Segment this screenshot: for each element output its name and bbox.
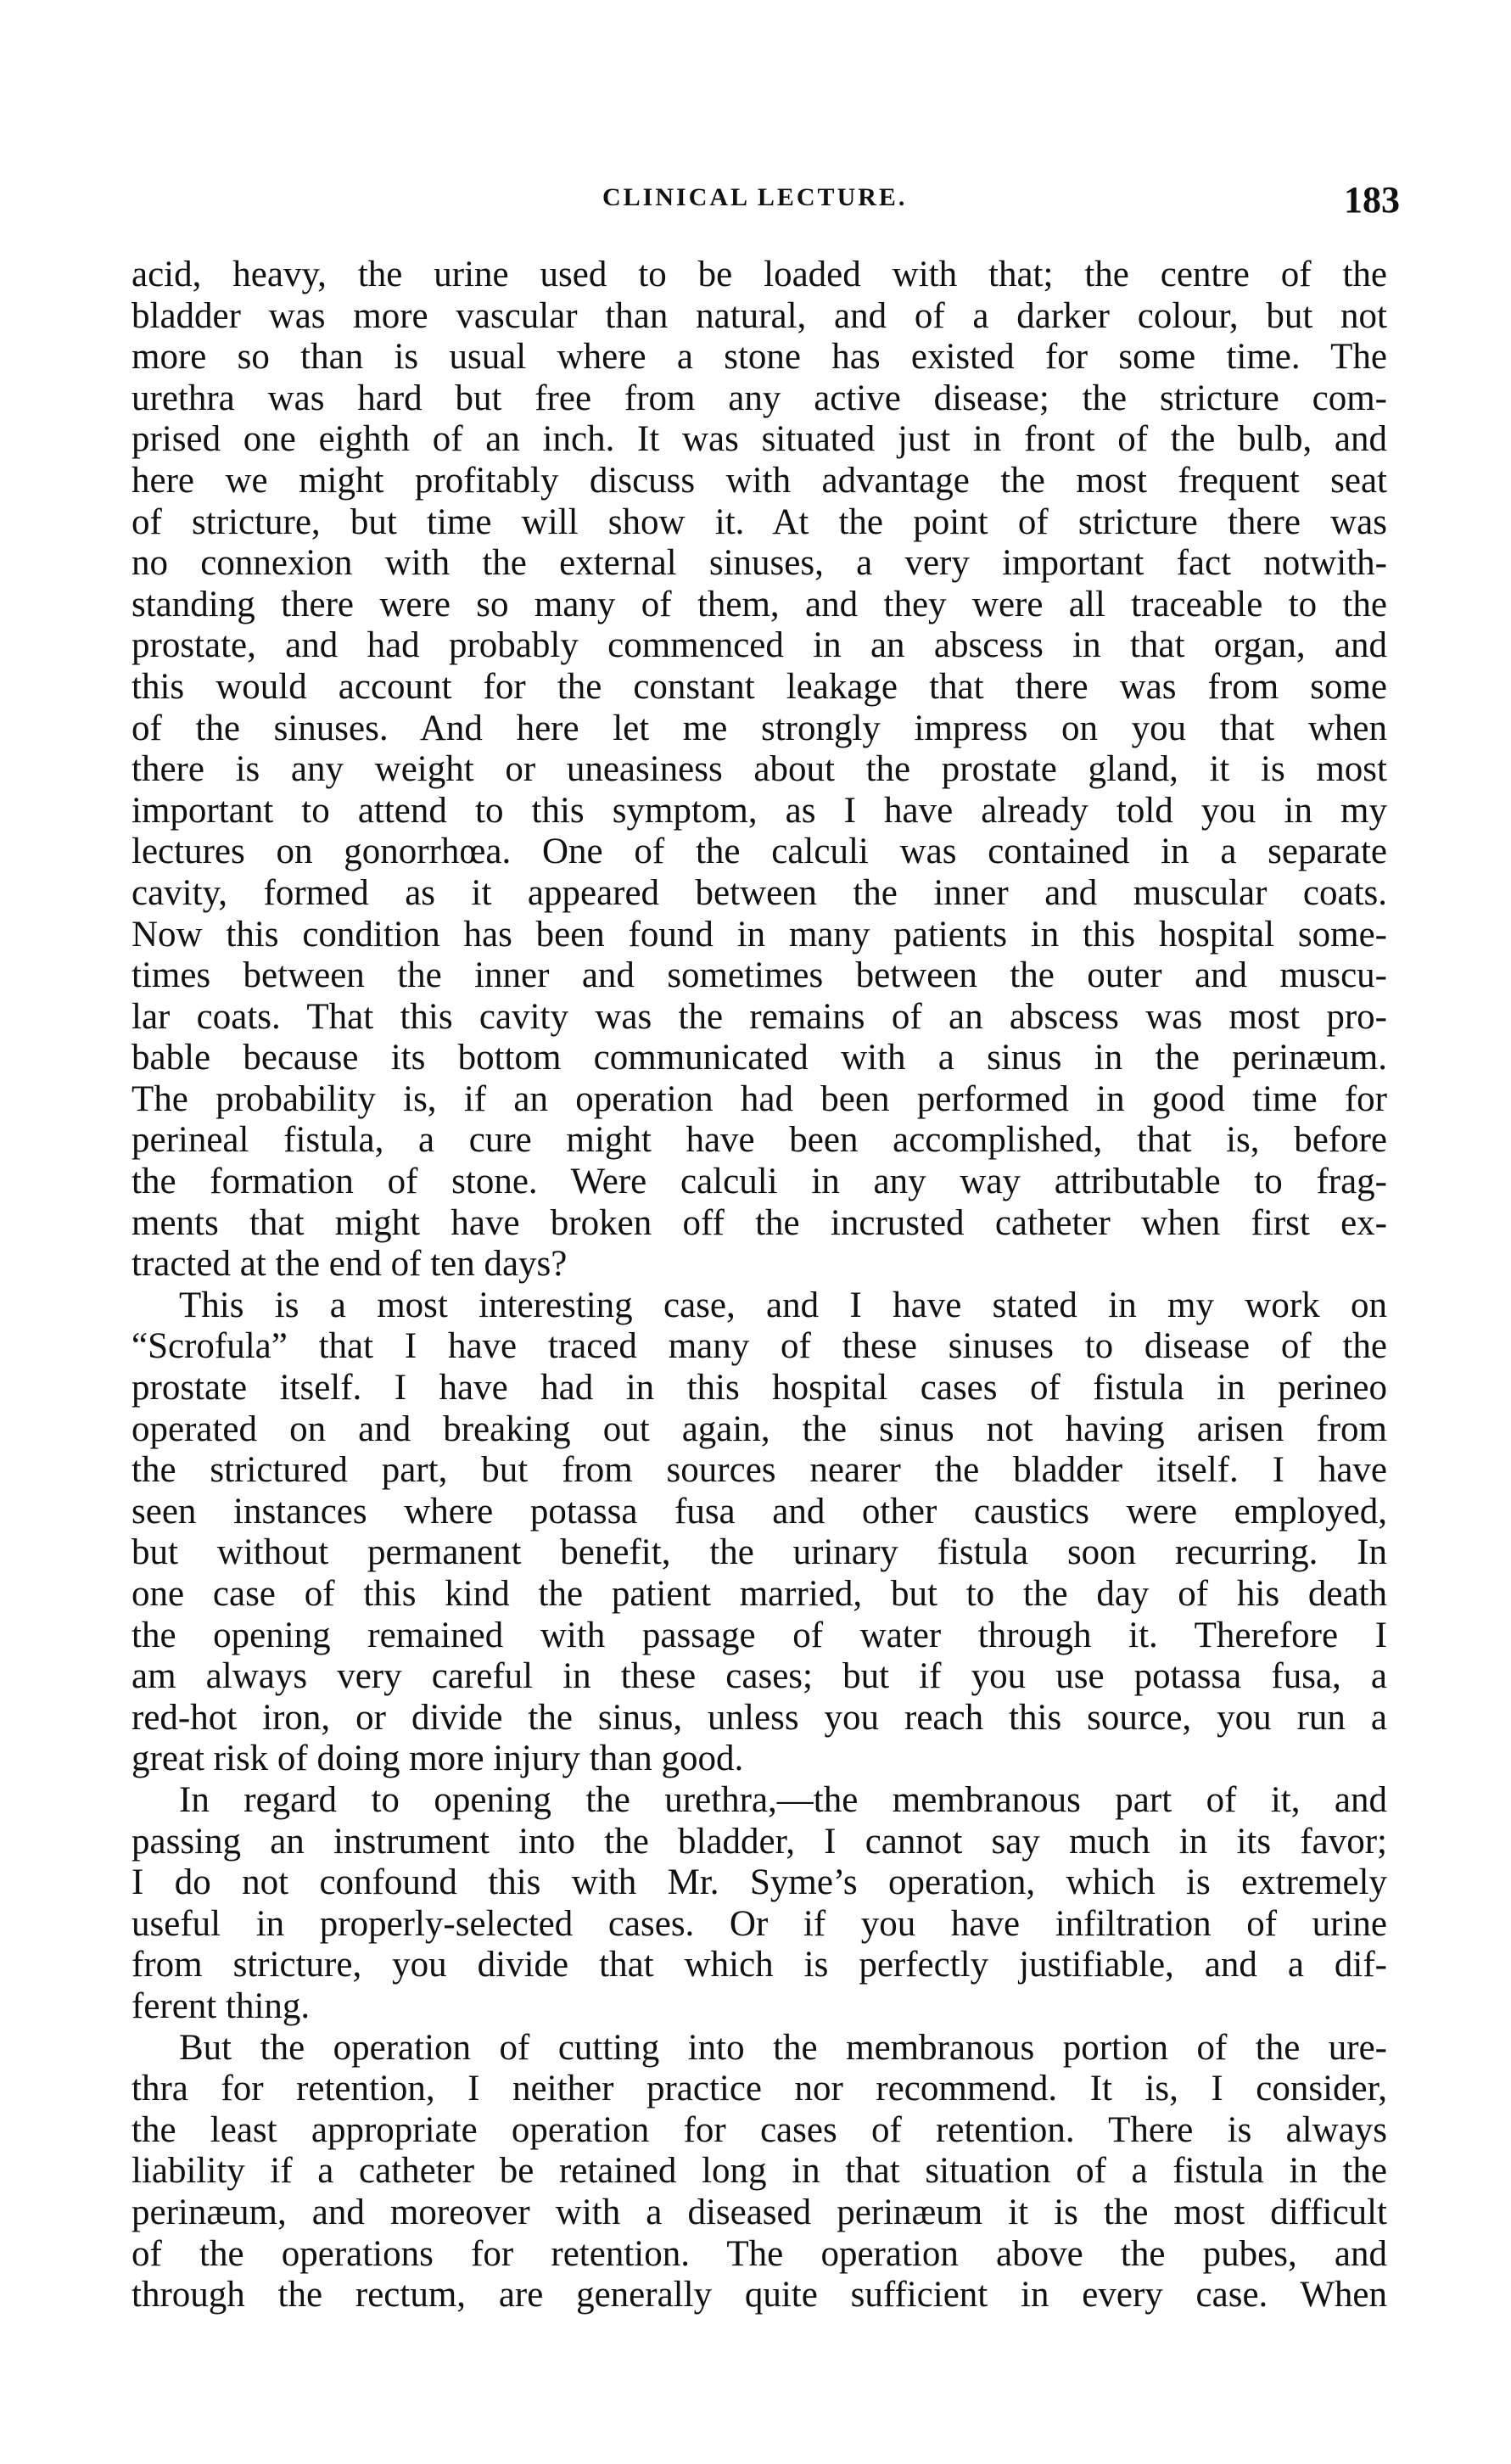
text-line: lectures on gonorrhœa. One of the calculi was contained in a separate (132, 832, 1387, 872)
text-line: Now this condition has been found in many patients in this hospital some- (132, 914, 1387, 955)
text-line: bladder was more vascular than natural, and of a darker colour, but not (132, 295, 1387, 336)
text-line: urethra was hard but free from any active disease; the stricture com- (132, 378, 1387, 418)
text-line: prised one eighth of an inch. It was situated just in front of the bulb, and (132, 419, 1387, 460)
text-line: But the operation of cutting into the membranous portion of the ure- (179, 2027, 1387, 2068)
text-line: I do not confound this with Mr. Syme’s operation, which is extremely (132, 1862, 1387, 1903)
text-line: but without permanent benefit, the urinary fistula soon recurring. In (132, 1532, 1387, 1573)
text-line: seen instances where potassa fusa and other caustics were employed, (132, 1491, 1387, 1532)
text-line: of stricture, but time will show it. At the point of stricture there was (132, 501, 1387, 542)
text-line: times between the inner and sometimes between the outer and muscu- (132, 955, 1387, 996)
text-line: prostate, and had probably commenced in an abscess in that organ, and (132, 625, 1387, 666)
body-text (132, 255, 1387, 2316)
text-line: useful in properly-selected cases. Or if you have infiltration of urine (132, 1903, 1387, 1944)
text-line: thra for retention, I neither practice nor recommend. It is, I consider, (132, 2069, 1387, 2109)
text-line: red-hot iron, or divide the sinus, unless you reach this source, you run a (132, 1697, 1387, 1738)
text-line: lar coats. That this cavity was the remains of an abscess was most pro- (132, 996, 1387, 1037)
text-line: here we might profitably discuss with advantage the most frequent seat (132, 460, 1387, 501)
text-line: cavity, formed as it appeared between the inner and muscular coats. (132, 872, 1387, 913)
text-line: one case of this kind the patient married, but to the day of his death (132, 1574, 1387, 1614)
text-line: acid, heavy, the urine used to be loaded with that; the centre of the (132, 255, 1387, 294)
text-line: this would account for the constant leakage that there was from some (132, 666, 1387, 707)
text-line: operated on and breaking out again, the sinus not having arisen from (132, 1408, 1387, 1449)
text-line: In regard to opening the urethra,—the membranous part of it, and (179, 1779, 1387, 1820)
text-line: “Scrofula” that I have traced many of these sinuses to disease of the (132, 1326, 1387, 1367)
text-line: prostate itself. I have had in this hospital cases of fistula in perineo (132, 1368, 1387, 1408)
text-line: there is any weight or uneasiness about the prostate gland, it is most (132, 749, 1387, 790)
text-line: of the sinuses. And here let me strongly impress on you that when (132, 708, 1387, 748)
page-number: 183 (1344, 179, 1400, 221)
text-line: perineal fistula, a cure might have been accomplished, that is, before (132, 1120, 1387, 1161)
text-line: of the operations for retention. The operation above the pubes, and (132, 2233, 1387, 2274)
running-title: CLINICAL LECTURE. (602, 183, 908, 211)
text-line: from stricture, you divide that which is perfectly justifiable, and a dif- (132, 1945, 1387, 1985)
text-line: tracted at the end of ten days? (132, 1244, 568, 1285)
text-line: perinæum, and moreover with a diseased perinæum it is the most difficult (132, 2192, 1387, 2232)
text-line: no connexion with the external sinuses, a very important fact notwith- (132, 543, 1387, 584)
text-line: the formation of stone. Were calculi in any way attributable to frag- (132, 1162, 1387, 1202)
text-line: through the rectum, are generally quite sufficient in every case. When (132, 2275, 1387, 2316)
text-line: The probability is, if an operation had been performed in good time for (132, 1078, 1387, 1119)
text-line: the strictured part, but from sources nearer the bladder itself. I have (132, 1450, 1387, 1491)
text-line: great risk of doing more injury than good. (132, 1739, 744, 1779)
text-line: am always very careful in these cases; but if you use potassa fusa, a (132, 1656, 1387, 1697)
text-line: bable because its bottom communicated with a sinus in the perinæum. (132, 1038, 1387, 1078)
running-head (127, 178, 1400, 229)
text-line: the least appropriate operation for cases of retention. There is always (132, 2109, 1387, 2150)
text-line: more so than is usual where a stone has existed for some time. The (132, 337, 1387, 378)
text-line: standing there were so many of them, and they were all traceable to the (132, 584, 1387, 624)
text-line: liability if a catheter be retained long in that situation of a fistula in the (132, 2151, 1387, 2192)
text-line: passing an instrument into the bladder, I cannot say much in its favor; (132, 1821, 1387, 1862)
text-line: This is a most interesting case, and I have stated in my work on (179, 1285, 1387, 1325)
text-line: the opening remained with passage of water through it. Therefore I (132, 1615, 1387, 1655)
text-line: important to attend to this symptom, as I have already told you in my (132, 790, 1387, 831)
text-line: ments that might have broken off the incrusted catheter when first ex- (132, 1202, 1387, 1243)
text-line: ferent thing. (132, 1985, 311, 2026)
